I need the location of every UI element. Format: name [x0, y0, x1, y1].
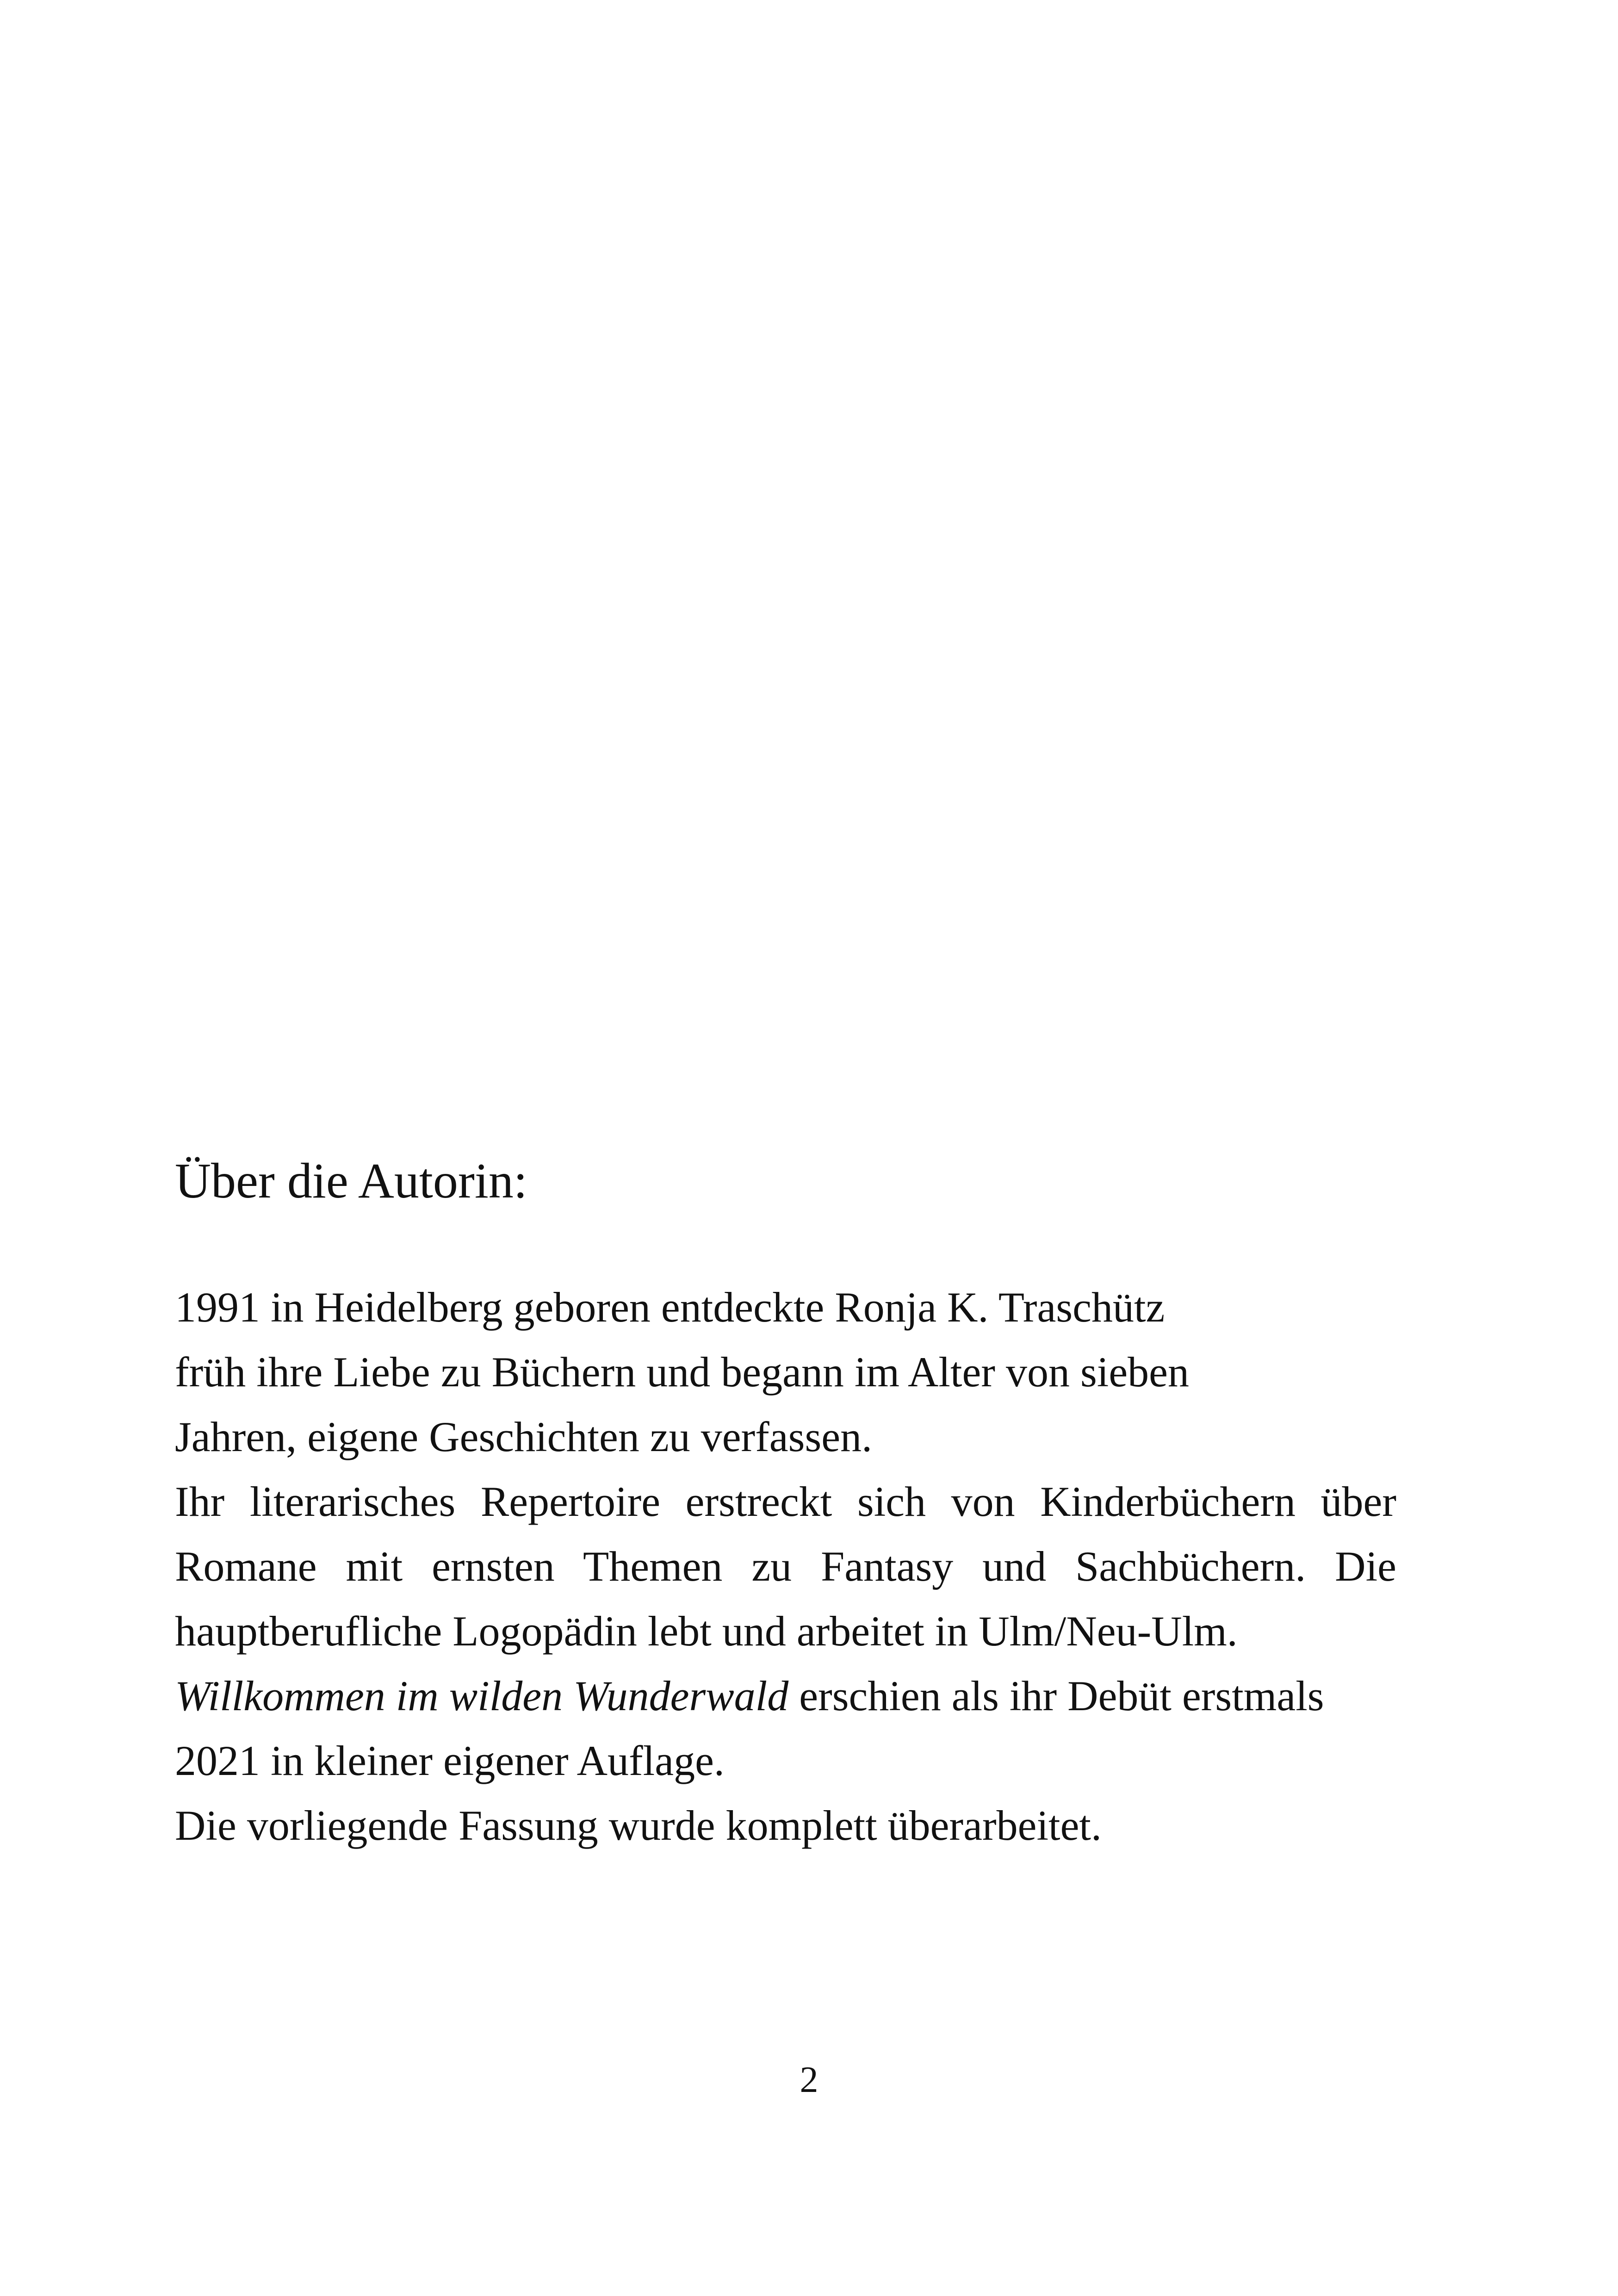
- bio-line: früh ihre Liebe zu Büchern und begann im Alter von sieben: [175, 1348, 1190, 1396]
- bio-line: Romane mit ernsten Themen zu Fantasy und Sachbüchern. Die: [175, 1543, 1396, 1590]
- bio-line-with-title: [175, 1663, 1396, 1728]
- bio-line: hauptberufliche Logopädin lebt und arbeitet in Ulm/Neu-Ulm.: [175, 1607, 1238, 1655]
- book-title: Willkommen im wilden Wunderwald: [175, 1672, 789, 1719]
- page-number: 2: [800, 2060, 818, 2100]
- book-title-rest: erschien als ihr Debüt erstmals: [788, 1672, 1324, 1719]
- bio-line: Die vorliegende Fassung wurde komplett überarbeitet.: [175, 1802, 1102, 1849]
- bio-line: 1991 in Heidelberg geboren entdeckte Ronja K. Traschütz: [175, 1284, 1165, 1331]
- bio-line: Ihr literarisches Repertoire erstreckt sich von Kinderbüchern über: [175, 1478, 1396, 1525]
- bio-line: 2021 in kleiner eigener Auflage.: [175, 1737, 725, 1784]
- author-bio: [175, 1275, 1396, 1858]
- bio-line: Jahren, eigene Geschichten zu verfassen.: [175, 1413, 873, 1460]
- section-heading: Über die Autorin:: [175, 1154, 527, 1209]
